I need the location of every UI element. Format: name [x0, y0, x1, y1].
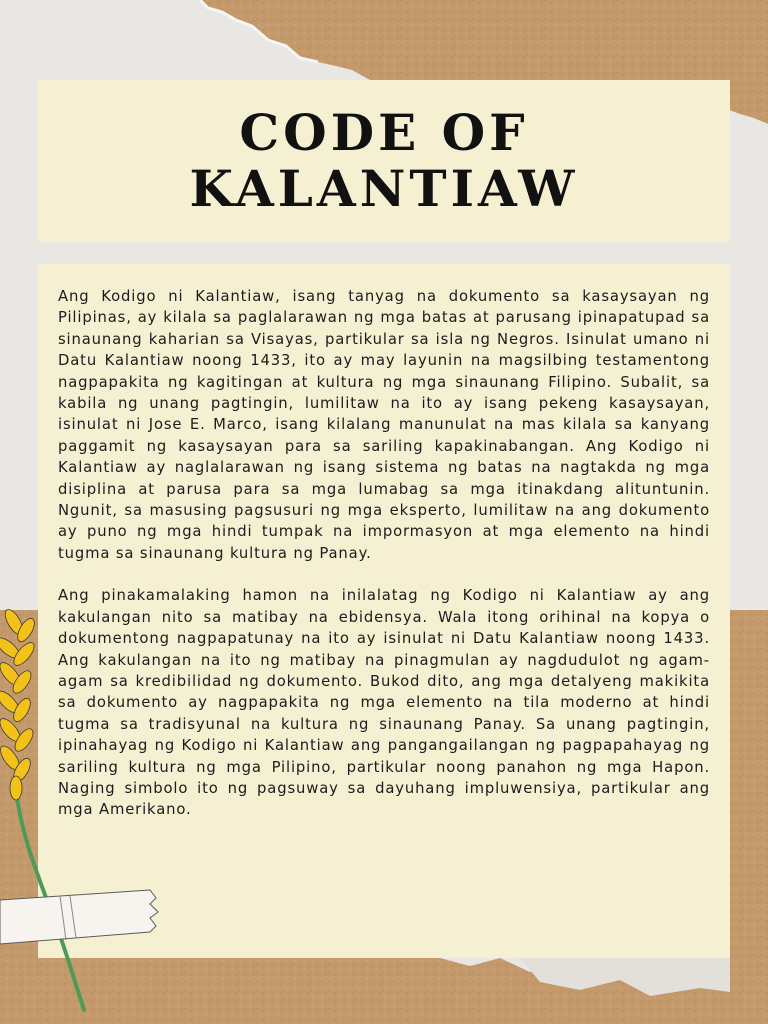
- paragraph-1: Ang Kodigo ni Kalantiaw, isang tanyag na dokumento sa kasaysayan ng Pilipinas, ay kilala sa paglalarawan ng mga batas at parusang ipinapatupad sa sinaunang kaharian sa Visayas, partikular sa isla ng Negros. Isinulat umano ni Datu Kalantiaw noong 1433, ito ay may layunin na magsilbing testamentong nagpapakita ng kagitingan at kultura ng mga sinaunang Filipino. Subalit, sa kabila ng unang pagtingin, lumilitaw na ito ay isang pekeng kasaysayan, isinulat ni Jose E. Marco, isang kilalang manunulat na mas kilala sa kanyang paggamit ng kasaysayan para sa sariling kapakinabangan. Ang Kodigo ni Kalantiaw ay naglalarawan ng isang sistema ng batas na nagtakda ng mga disiplina at parusa para sa mga lumabag sa mga itinakdang alituntunin. Ngunit, sa masusing pagsusuri ng mga eksperto, lumilitaw na ang dokumento ay puno ng mga hindi tumpak na impormasyon at mga elemento na hindi tugma sa sinaunang kultura ng Panay.: [58, 288, 710, 562]
- title-line-2: KALANTIAW: [189, 159, 579, 218]
- paragraph-2: Ang pinakamalaking hamon na inilalatag ng Kodigo ni Kalantiaw ay ang kakulangan nito sa matibay na ebidensya. Wala itong orihinal na kopya o dokumentong nagpapatunay na ito ay isinulat ni Datu Kalantiaw noong 1433. Ang kakulangan na ito ng matibay na pinagmulan ay nagdudulot ng agam-agam sa kredibilidad ng dokumento. Bukod dito, ang mga detalyeng makikita sa dokumento ay nagpapakita ng mga elemento na tila moderno at hindi tugma sa tradisyunal na kultura ng sinaunang Panay. Sa unang pagtingin, ipinahayag ng Kodigo ni Kalantiaw ang pangangailangan ng pagpapahayag ng sariling kultura ng mga Pilipino, partikular noong panahon ng mga Hapon. Naging simbolo ito ng pagsuway sa dayuhang impluwensiya, partikular ang mga Amerikano.: [58, 587, 710, 819]
- page-title: [190, 105, 579, 217]
- body-panel: [38, 264, 730, 958]
- title-panel: [38, 80, 730, 242]
- title-line-1: CODE OF: [239, 103, 529, 162]
